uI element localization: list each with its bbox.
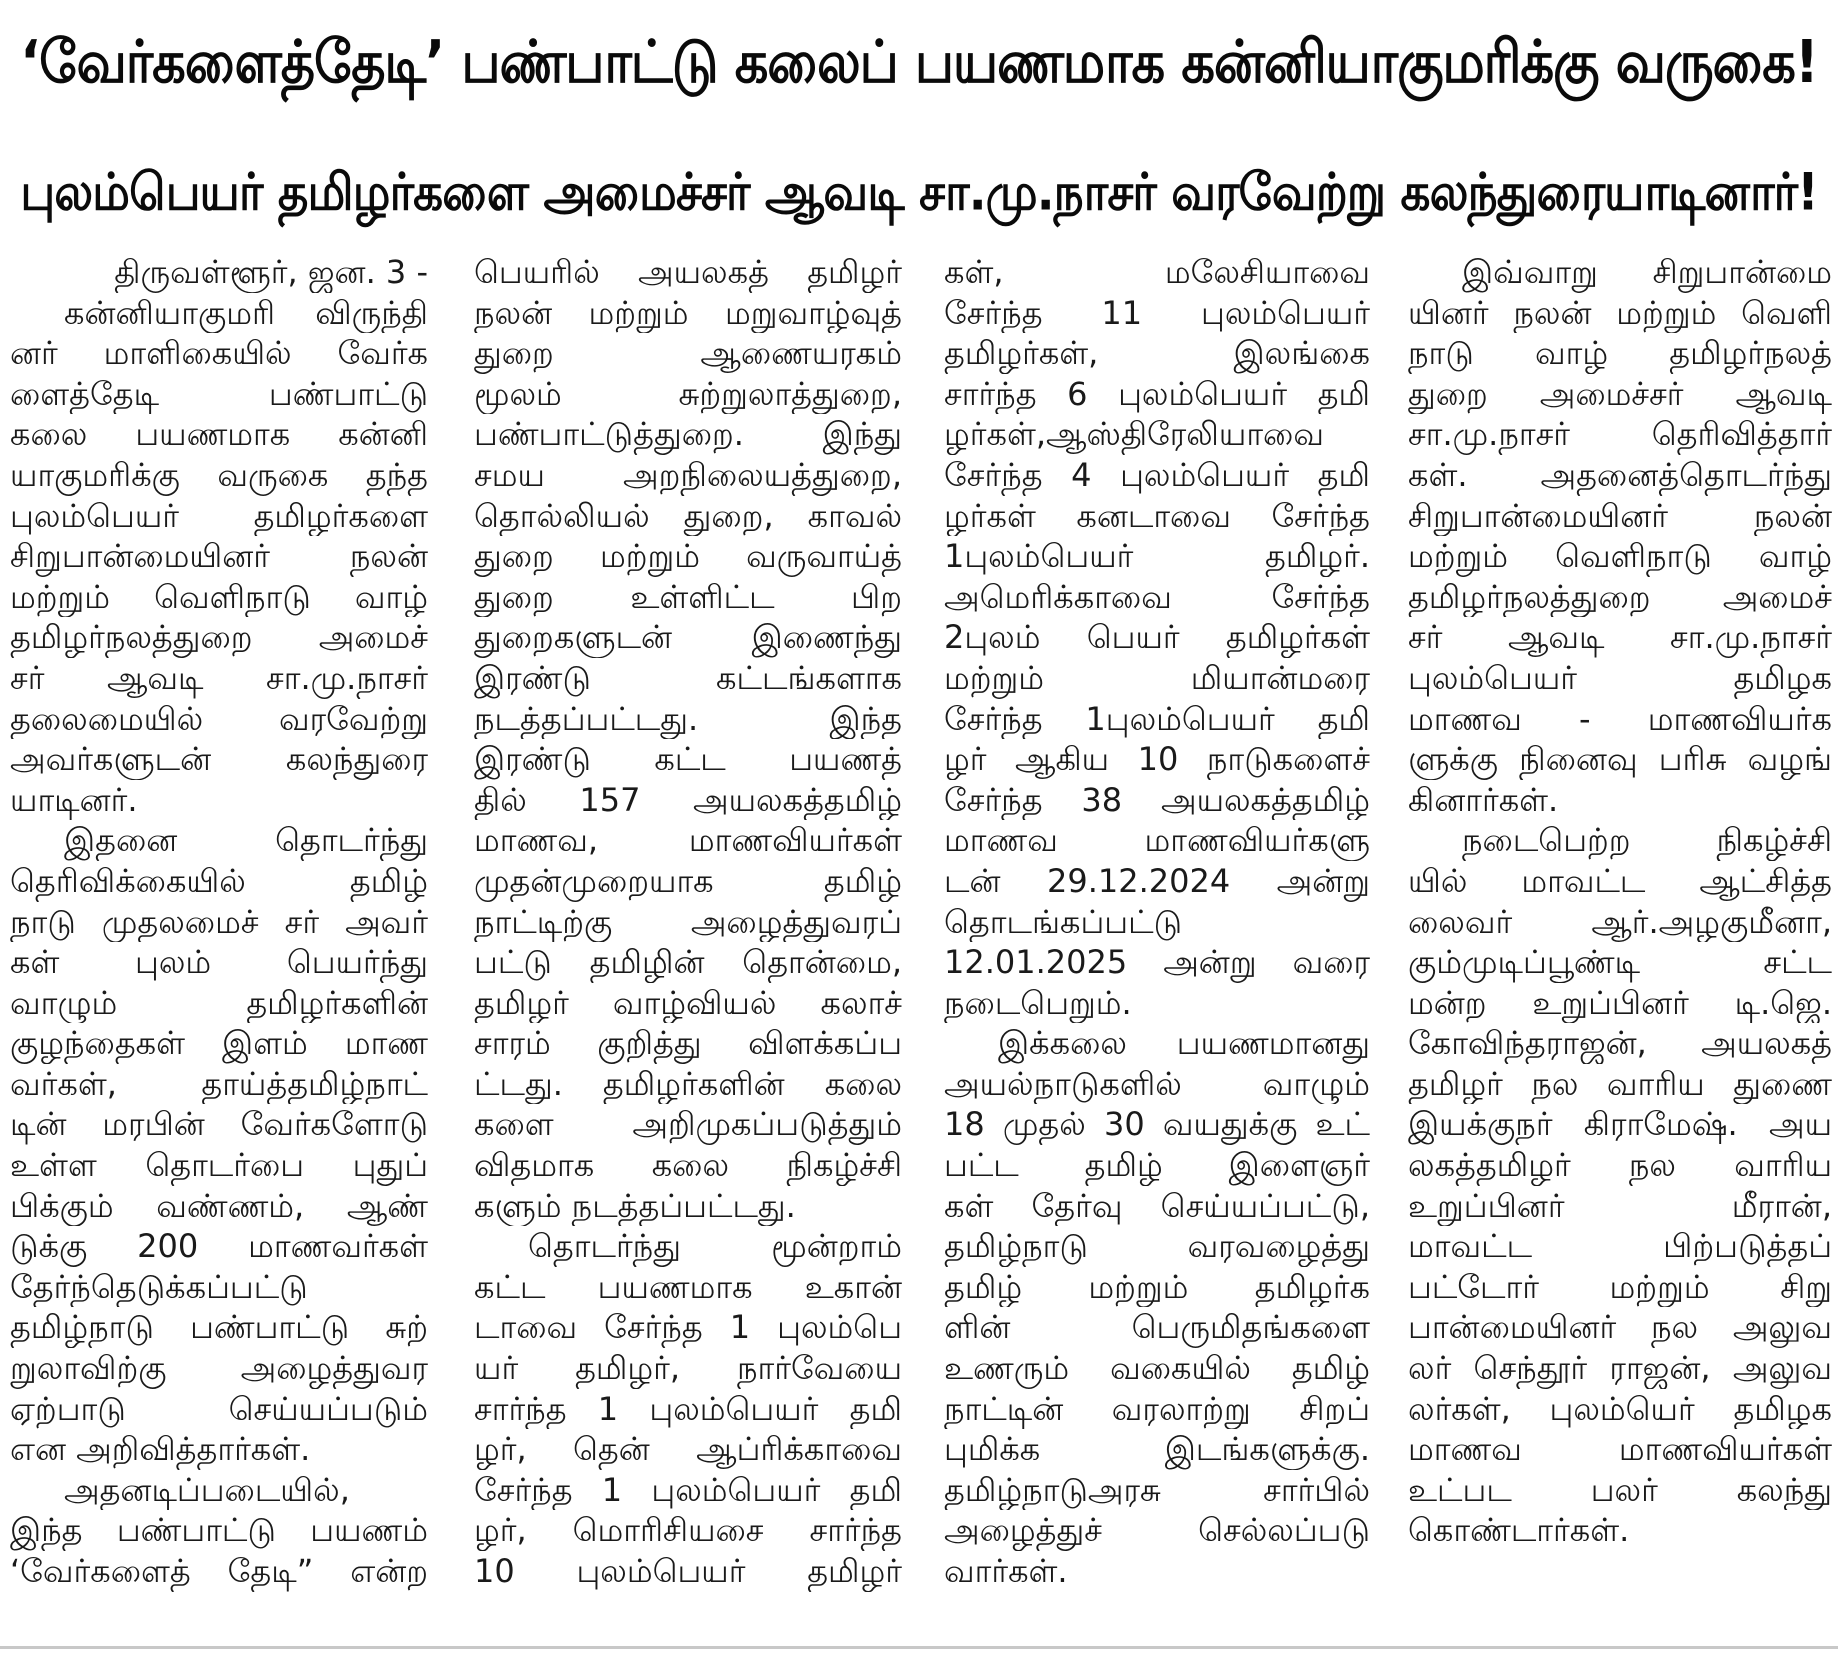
text-line: வர்கள், தாய்த்தமிழ்நாட் [10,1064,428,1103]
text-line: முதன்முறையாக தமிழ் [474,861,902,900]
text-line: சா.மு.நாசர் தெரிவித்தார் [1408,415,1832,454]
text-line: இக்கலை பயணமானது [998,1024,1370,1063]
text-line: அழைத்துச் செல்லப்படு [944,1511,1370,1550]
text-line: கொண்டார்கள். [1408,1511,1630,1550]
text-line: பட்டு தமிழின் தொன்மை, [474,943,902,982]
text-line: குழந்தைகள் இளம் மாண [10,1024,428,1063]
text-line: அவர்களுடன் கலந்துரை [10,740,428,779]
text-line: டுக்கு 200 மாணவர்கள் [10,1227,428,1266]
text-line: யாகுமரிக்கு வருகை தந்த [10,455,428,494]
article-headline: ‘வேர்களைத்தேடி’ பண்பாட்டு கலைப் பயணமாக கன்னியாகுமரிக்கு வருகை! [20,28,1818,97]
text-line: தில் 157 அயலகத்தமிழ் [474,780,902,819]
text-line: டன் 29.12.2024 அன்று [944,861,1370,900]
article-subheadline: புலம்பெயர் தமிழர்களை அமைச்சர் ஆவடி சா.மு.நாசர் வரவேற்று கலந்துரையாடினார்! [20,162,1818,223]
text-line: ளின் பெருமிதங்களை [944,1308,1370,1347]
text-line: னர் மாளிகையில் வேர்க [10,334,428,373]
text-line: மற்றும் வெளிநாடு வாழ் [10,577,428,616]
text-line: அயல்நாடுகளில் வாழும் [944,1064,1370,1103]
text-line: கள் புலம் பெயர்ந்து [10,943,428,982]
text-line: மன்ற உறுப்பினர் டி.ஜெ. [1408,983,1832,1022]
text-line: ட்டது. தமிழர்களின் கலை [474,1064,902,1103]
text-line: இயக்குநர் கிராமேஷ். அய [1408,1105,1832,1144]
text-line: உள்ள தொடர்பை புதுப் [10,1146,428,1185]
text-line: தமிழர் நல வாரிய துணை [1408,1064,1832,1103]
text-line: கட்ட பயணமாக உகான் [474,1267,902,1306]
text-line: தேர்ந்தெடுக்கப்பட்டு [10,1267,308,1306]
text-line: டாவை சேர்ந்த 1 புலம்பெ [474,1308,902,1347]
text-line: இதனை தொடர்ந்து [64,821,428,860]
text-line: பான்மையினர் நல அலுவ [1408,1308,1832,1347]
dateline: திருவள்ளூர், ஜன. 3 - [114,253,428,291]
text-line: களும் நடத்தப்பட்டது. [474,1186,796,1225]
text-line: ழர்கள் கனடாவை சேர்ந்த [944,496,1370,535]
text-line: அதனடிப்படையில், [64,1470,350,1509]
text-line: என அறிவித்தார்கள். [10,1430,311,1469]
text-line: மாணவ, மாணவியர்கள் [474,821,902,860]
text-line: பட்ட தமிழ் இளைஞர் [944,1146,1370,1185]
text-line: உட்பட பலர் கலந்து [1408,1470,1832,1509]
text-line: தமிழர்கள், இலங்கை [944,334,1370,373]
text-line: ‘வேர்களைத் தேடி” என்ற [10,1552,428,1590]
text-line: வாழும் தமிழர்களின் [10,983,428,1022]
text-line: டின் மரபின் வேர்களோடு [10,1105,428,1144]
text-line: இரண்டு கட்ட பயணத் [474,740,902,779]
text-line: துறைகளுடன் இணைந்து [474,618,902,657]
text-line: தமிழ்நாடு பண்பாட்டு சுற் [10,1308,428,1347]
text-line: சேர்ந்த 1 புலம்பெயர் தமி [474,1470,902,1509]
text-line: நாட்டின் வரலாற்று சிறப் [944,1389,1370,1428]
text-line: லகத்தமிழர் நல வாரிய [1408,1146,1832,1185]
text-line: சர் ஆவடி சா.மு.நாசர் [10,658,428,697]
text-line: சிறுபான்மையினர் நலன் [10,537,428,576]
text-line: மாணவ மாணவியர்களு [944,821,1370,860]
text-line: கள். அதனைத்தொடர்ந்து [1408,455,1832,494]
text-line: அமெரிக்காவை சேர்ந்த [944,577,1370,616]
text-line: ழர்கள்,ஆஸ்திரேலியாவை [944,415,1324,454]
text-line: கினார்கள். [1408,780,1559,819]
text-line: கள் தேர்வு செய்யப்பட்டு, [944,1186,1370,1225]
text-line: ழர், தென் ஆப்ரிக்காவை [474,1430,902,1469]
text-line: சமய அறநிலையத்துறை, [474,455,902,494]
text-line: துறை உள்ளிட்ட பிற [474,577,902,616]
text-line: மற்றும் வெளிநாடு வாழ் [1408,537,1832,576]
text-line: சிறுபான்மையினர் நலன் [1408,496,1832,535]
text-line: மற்றும் மியான்மரை [944,658,1370,697]
text-line: மாவட்ட பிற்படுத்தப் [1408,1227,1832,1266]
text-line: தமிழர் வாழ்வியல் கலாச் [474,983,902,1022]
text-line: பிக்கும் வண்ணம், ஆண் [10,1186,428,1225]
text-line: 10 புலம்பெயர் தமிழர் [474,1552,902,1590]
text-line: மாணவ மாணவியர்கள் [1408,1430,1832,1469]
text-line: கோவிந்தராஜன், அயலகத் [1408,1024,1832,1063]
text-line: சார்ந்த 1 புலம்பெயர் தமி [474,1389,902,1428]
article-column-4 [1408,252,1832,1622]
text-line: ளுக்கு நினைவு பரிசு வழங் [1408,740,1832,779]
text-line: யில் மாவட்ட ஆட்சித்த [1408,861,1832,900]
text-line: புலம்பெயர் தமிழர்களை [10,496,428,535]
text-line: நாடு முதலமைச் சர் அவர் [10,902,428,941]
text-line: சார்ந்த 6 புலம்பெயர் தமி [944,374,1370,413]
text-line: நடத்தப்பட்டது. இந்த [474,699,902,738]
text-line: ழர் ஆகிய 10 நாடுகளைச் [944,740,1370,779]
text-line: கும்முடிப்பூண்டி சட்ட [1408,943,1832,982]
text-line: சேர்ந்த 4 புலம்பெயர் தமி [944,455,1370,494]
text-line: உணரும் வகையில் தமிழ் [944,1349,1370,1388]
text-line: இவ்வாறு சிறுபான்மை [1462,253,1832,291]
text-line: சாரம் குறித்து விளக்கப்ப [474,1024,902,1063]
text-line: தெரிவிக்கையில் தமிழ் [10,861,428,900]
text-line: தொல்லியல் துறை, காவல் [474,496,902,535]
text-line: சர் ஆவடி சா.மு.நாசர் [1408,618,1832,657]
text-line: நாட்டிற்கு அழைத்துவரப் [474,902,902,941]
text-line: மூலம் சுற்றுலாத்துறை, [474,374,902,413]
text-line: 1புலம்பெயர் தமிழர். [944,537,1370,576]
text-line: விதமாக கலை நிகழ்ச்சி [474,1146,902,1185]
text-line: கள், மலேசியாவை [944,253,1370,291]
text-line: துறை ஆணையரகம் [474,334,902,373]
text-line: கலை பயணமாக கன்னி [10,415,428,454]
text-line: 2புலம் பெயர் தமிழர்கள் [944,618,1370,657]
text-line: நடைபெறும். [944,983,1132,1022]
text-line: நாடு வாழ் தமிழர்நலத் [1408,334,1832,373]
text-line: களை அறிமுகப்படுத்தும் [474,1105,902,1144]
text-line: ஏற்பாடு செய்யப்படும் [10,1389,428,1428]
text-line: தமிழ்நாடுஅரசு சார்பில் [944,1470,1370,1509]
text-line: றுலாவிற்கு அழைத்துவர [10,1349,428,1388]
text-line: யர் தமிழர், நார்வேயை [474,1349,902,1388]
text-line: தமிழர்நலத்துறை அமைச் [1408,577,1832,616]
text-line: இரண்டு கட்டங்களாக [474,658,902,697]
article-column-1 [10,252,428,1622]
text-line: தமிழ்நாடு வரவழைத்து [944,1227,1370,1266]
text-line: சேர்ந்த 11 புலம்பெயர் [944,293,1370,332]
text-line: துறை மற்றும் வருவாய்த் [474,537,902,576]
bottom-rule [0,1646,1838,1649]
text-line: கன்னியாகுமரி விருந்தி [64,293,428,332]
text-line: மாணவ - மாணவியர்க [1408,699,1832,738]
text-line: 18 முதல் 30 வயதுக்கு உட் [944,1105,1370,1144]
text-line: தொடர்ந்து மூன்றாம் [528,1227,902,1266]
article-column-2 [474,252,902,1622]
text-line: தமிழர்நலத்துறை அமைச் [10,618,428,657]
text-line: வார்கள். [944,1552,1068,1590]
text-line: யினர் நலன் மற்றும் வெளி [1408,293,1832,332]
text-line: சேர்ந்த 1புலம்பெயர் தமி [944,699,1370,738]
text-line: ளைத்தேடி பண்பாட்டு [10,374,428,413]
text-line: பட்டோர் மற்றும் சிறு [1408,1267,1832,1306]
text-line: பண்பாட்டுத்துறை. இந்து [474,415,902,454]
text-line: யாடினர். [10,780,138,819]
article-column-3 [944,252,1370,1622]
text-line: லைவர் ஆர்.அழகுமீனா, [1408,902,1832,941]
text-line: லர் செந்தூர் ராஜன், அலுவ [1408,1349,1832,1388]
text-line: உறுப்பினர் மீரான், [1408,1186,1832,1225]
text-line: லர்கள், புலம்யெர் தமிழக [1408,1389,1832,1428]
text-line: நடைபெற்ற நிகழ்ச்சி [1462,821,1832,860]
text-line: ழர், மொரிசியசை சார்ந்த [474,1511,902,1550]
text-line: நலன் மற்றும் மறுவாழ்வுத் [474,293,902,332]
text-line: தலைமையில் வரவேற்று [10,699,428,738]
text-line: தொடங்கப்பட்டு [944,902,1183,941]
text-line: இந்த பண்பாட்டு பயணம் [10,1511,428,1550]
text-line: பெயரில் அயலகத் தமிழர் [474,253,902,291]
text-line: புலம்பெயர் தமிழக [1408,658,1832,697]
text-line: 12.01.2025 அன்று வரை [944,943,1370,982]
text-line: துறை அமைச்சர் ஆவடி [1408,374,1832,413]
text-line: புமிக்க இடங்களுக்கு. [944,1430,1370,1469]
text-line: தமிழ் மற்றும் தமிழர்க [944,1267,1370,1306]
text-line: சேர்ந்த 38 அயலகத்தமிழ் [944,780,1370,819]
